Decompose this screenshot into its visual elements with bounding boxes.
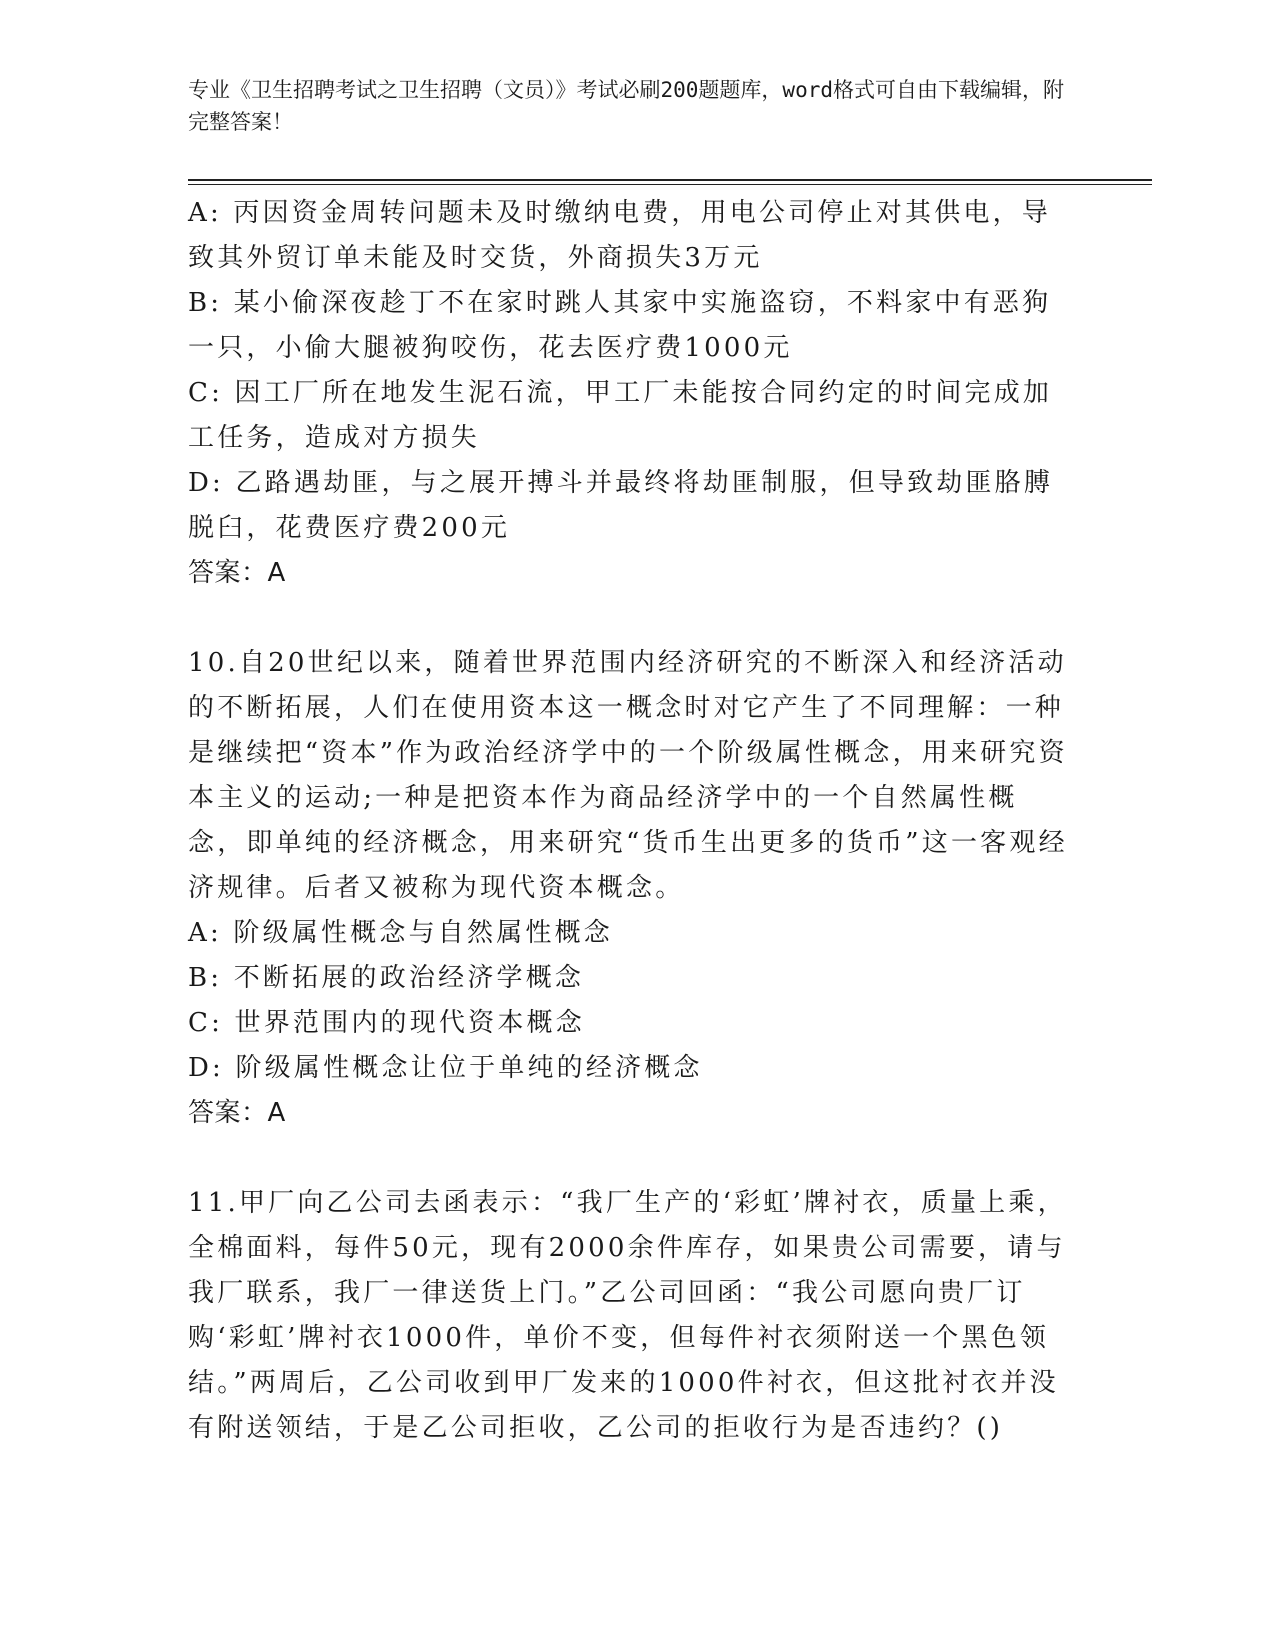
question-11 xyxy=(188,1181,1068,1451)
question-10-option-a: A: 阶级属性概念与自然属性概念 xyxy=(188,918,614,948)
header-divider-thick xyxy=(188,179,1152,181)
question-9-answer: 答案：A xyxy=(188,558,286,588)
question-11-stem: 11.甲厂向乙公司去函表示：“我厂生产的‘彩虹’牌衬衣，质量上乘，全棉面料，每件50元，现有2000余件库存，如果贵公司需要，请与我厂联系，我厂一律送货上门。”乙公司回函：“我公司愿向贵厂订购‘彩虹’牌衬衣1000件，单价不变，但每件衬衣须附送一个黑色领结。”两周后，乙公司收到甲厂发来的1000件衬衣，但这批衬衣并没有附送领结，于是乙公司拒收，乙公司的拒收行为是否违约？() xyxy=(188,1188,1067,1443)
question-9-option-d: D: 乙路遇劫匪，与之展开搏斗并最终将劫匪制服，但导致劫匪胳膊脱臼，花费医疗费200元 xyxy=(188,468,1054,543)
question-9-option-a: A: 丙因资金周转问题未及时缴纳电费，用电公司停止对其供电，导致其外贸订单未能及时交货，外商损失3万元 xyxy=(188,198,1052,273)
question-9-options xyxy=(188,191,1068,596)
header-text: 专业《卫生招聘考试之卫生招聘（文员）》考试必刷200题题库，word格式可自由下载编辑，附完整答案！ xyxy=(188,78,1064,134)
question-10-option-d: D: 阶级属性概念让位于单纯的经济概念 xyxy=(188,1053,703,1083)
question-10-answer: 答案：A xyxy=(188,1098,286,1128)
question-9-option-b: B: 某小偷深夜趁丁不在家时跳人其家中实施盗窃，不料家中有恶狗一只，小偷大腿被狗咬伤，花去医疗费1000元 xyxy=(188,288,1052,363)
question-9-option-c: C: 因工厂所在地发生泥石流，甲工厂未能按合同约定的时间完成加工任务，造成对方损失 xyxy=(188,378,1053,453)
spacer xyxy=(188,596,1068,641)
question-10-option-b: B: 不断拓展的政治经济学概念 xyxy=(188,963,585,993)
question-10 xyxy=(188,641,1068,1136)
spacer xyxy=(188,1136,1068,1181)
document-body xyxy=(188,191,1068,1451)
document-header xyxy=(188,74,1068,138)
question-10-option-c: C: 世界范围内的现代资本概念 xyxy=(188,1008,585,1038)
question-10-stem: 10.自20世纪以来，随着世界范围内经济研究的不断深入和经济活动的不断拓展，人们在使用资本这一概念时对它产生了不同理解：一种是继续把“资本”作为政治经济学中的一个阶级属性概念，用来研究资本主义的运动;一种是把资本作为商品经济学中的一个自然属性概念，即单纯的经济概念，用来研究“货币生出更多的货币”这一客观经济规律。后者又被称为现代资本概念。 xyxy=(188,648,1068,903)
header-divider-thin xyxy=(188,184,1152,185)
